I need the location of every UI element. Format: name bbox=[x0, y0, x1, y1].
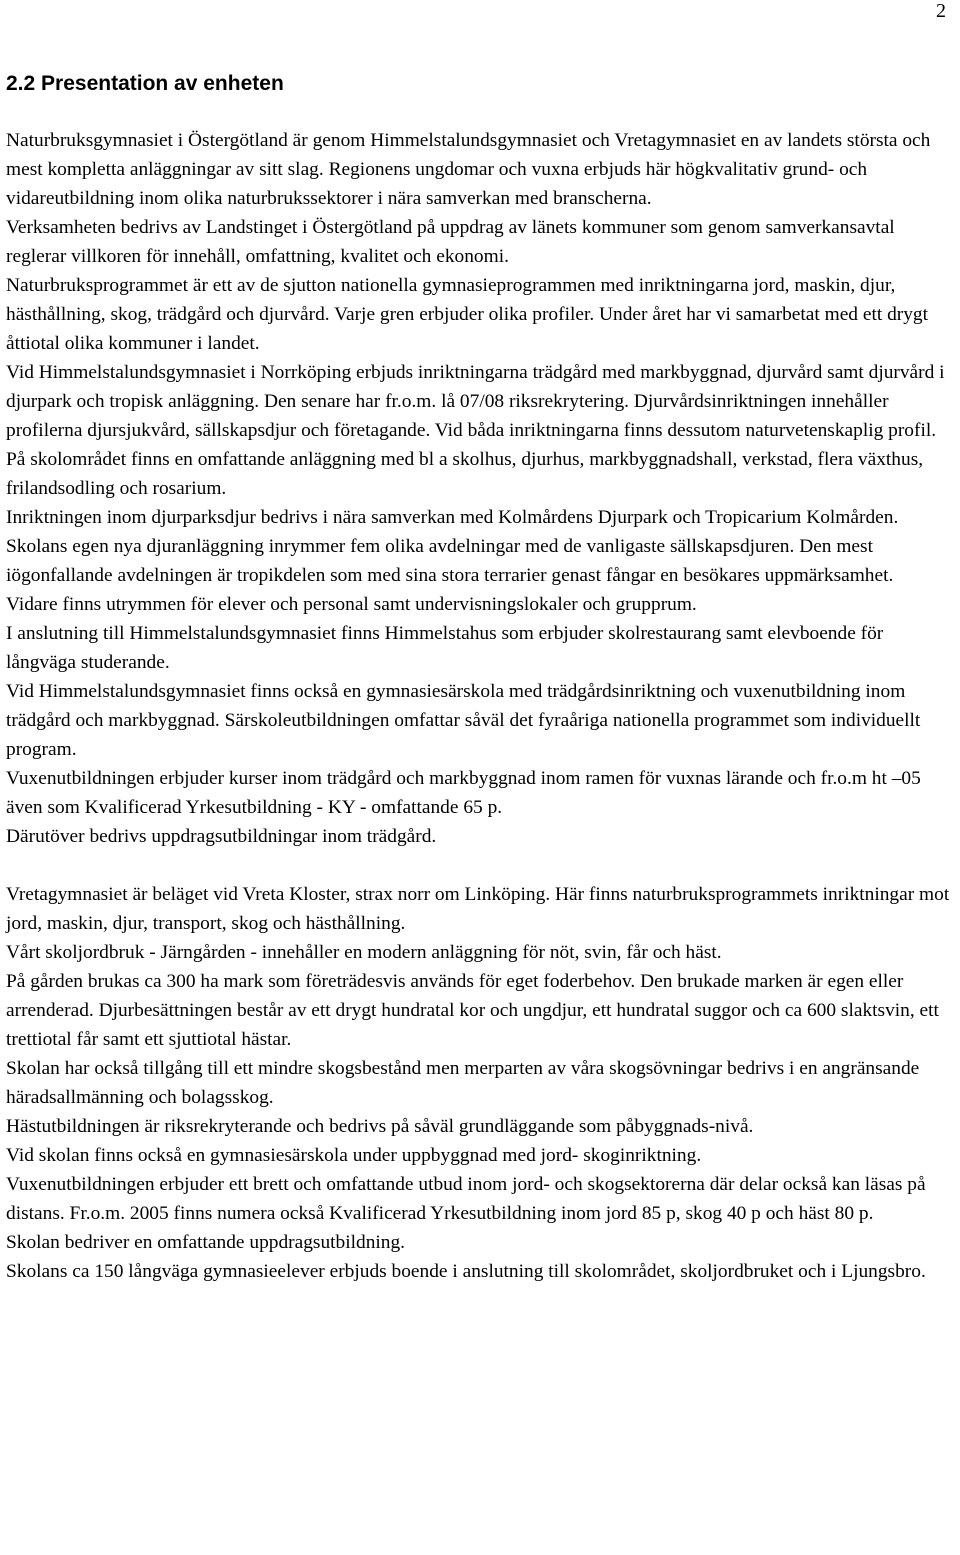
paragraph: Vid Himmelstalundsgymnasiet finns också en gymnasiesärskola med trädgårdsinriktning och vuxenutbildning inom trädgård och markbyggnad. Särskoleutbildningen omfattar såväl det fyraåriga nationella programmet som individuellt program. bbox=[6, 681, 921, 760]
section-heading: 2.2 Presentation av enheten bbox=[6, 72, 284, 95]
paragraph: Vuxenutbildningen erbjuder ett brett och omfattande utbud inom jord- och skogsektorerna där delar också kan läsas på distans. Fr.o.m. 2005 finns numera också Kvalificerad Yrkesutbildning inom jord 85 p, skog 40 p och häst 80 p. bbox=[6, 1174, 926, 1224]
paragraph: Hästutbildningen är riksrekryterande och bedrivs på såväl grundläggande som påbyggnads-nivå. bbox=[6, 1116, 754, 1137]
paragraph: Vidare finns utrymmen för elever och personal samt undervisningslokaler och grupprum. bbox=[6, 594, 697, 615]
paragraph: På skolområdet finns en omfattande anläggning med bl a skolhus, djurhus, markbyggnadshall, verkstad, flera växthus, frilandsodling och rosarium. bbox=[6, 449, 924, 499]
paragraph: Vårt skoljordbruk - Järngården - innehåller en modern anläggning för nöt, svin, får och häst. bbox=[6, 942, 722, 963]
paragraph: Vid skolan finns också en gymnasiesärskola under uppbyggnad med jord- skoginriktning. bbox=[6, 1145, 702, 1166]
paragraph: Vretagymnasiet är beläget vid Vreta Kloster, strax norr om Linköping. Här finns naturbruksprogrammets inriktningar mot jord, maskin, djur, transport, skog och hästhållning. bbox=[6, 884, 950, 934]
paragraph: I anslutning till Himmelstalundsgymnasiet finns Himmelstahus som erbjuder skolrestaurang samt elevboende för långväga studerande. bbox=[6, 623, 884, 673]
paragraph: Skolans ca 150 långväga gymnasieelever erbjuds boende i anslutning till skolområdet, skoljordbruket och i Ljungsbro. bbox=[6, 1261, 926, 1282]
paragraph: Verksamheten bedrivs av Landstinget i Östergötland på uppdrag av länets kommuner som genom samverkansavtal reglerar villkoren för innehåll, omfattning, kvalitet och ekonomi. bbox=[6, 217, 895, 267]
paragraph: Skolan bedriver en omfattande uppdragsutbildning. bbox=[6, 1232, 406, 1253]
paragraph: Naturbruksprogrammet är ett av de sjutton nationella gymnasieprogrammen med inriktningarna jord, maskin, djur, hästhållning, skog, trädgård och djurvård. Varje gren erbjuder olika profiler. Under året har vi samarbetat med ett drygt åttiotal olika kommuner i landet. bbox=[6, 275, 929, 354]
page-number: 2 bbox=[936, 0, 946, 22]
paragraph: Vid Himmelstalundsgymnasiet i Norrköping erbjuds inriktningarna trädgård med markbyggnad, djurvård samt djurvård i djurpark och tropisk anläggning. Den senare har fr.o.m. lå 07/08 riksrekrytering. Djurvårdsinriktningen innehåller profilerna djursjukvård, sällskapsdjur och företagande. Vid båda inriktningarna finns dessutom naturvetenskaplig profil. bbox=[6, 362, 945, 441]
paragraph: Vuxenutbildningen erbjuder kurser inom trädgård och markbyggnad inom ramen för vuxnas lärande och fr.o.m ht –05 även som Kvalificerad Yrkesutbildning - KY - omfattande 65 p. bbox=[6, 768, 921, 818]
paragraph: Skolan har också tillgång till ett mindre skogsbestånd men merparten av våra skogsövningar bedrivs i en angränsande häradsallmänning och bolagsskog. bbox=[6, 1058, 920, 1108]
body-text bbox=[6, 126, 954, 1286]
paragraph: Därutöver bedrivs uppdragsutbildningar inom trädgård. bbox=[6, 826, 437, 847]
paragraph-gap bbox=[6, 851, 954, 880]
paragraph: Naturbruksgymnasiet i Östergötland är genom Himmelstalundsgymnasiet och Vretagymnasiet en av landets största och mest kompletta anläggningar av sitt slag. Regionens ungdomar och vuxna erbjuds här högkvalitativ grund- och vidareutbildning inom olika naturbrukssektorer i nära samverkan med branscherna. bbox=[6, 130, 931, 209]
paragraph: Inriktningen inom djurparksdjur bedrivs i nära samverkan med Kolmårdens Djurpark och Tropicarium Kolmården. Skolans egen nya djuranläggning inrymmer fem olika avdelningar med de vanligaste sällskapsdjuren. Den mest iögonfallande avdelningen är tropikdelen som med sina stora terrarier genast fångar en besökares uppmärksamhet. bbox=[6, 507, 899, 586]
paragraph: På gården brukas ca 300 ha mark som företrädesvis används för eget foderbehov. Den brukade marken är egen eller arrenderad. Djurbesättningen består av ett drygt hundratal kor och ungdjur, ett hundratal suggor och ca 600 slaktsvin, ett trettiotal får samt ett sjuttiotal hästar. bbox=[6, 971, 939, 1050]
